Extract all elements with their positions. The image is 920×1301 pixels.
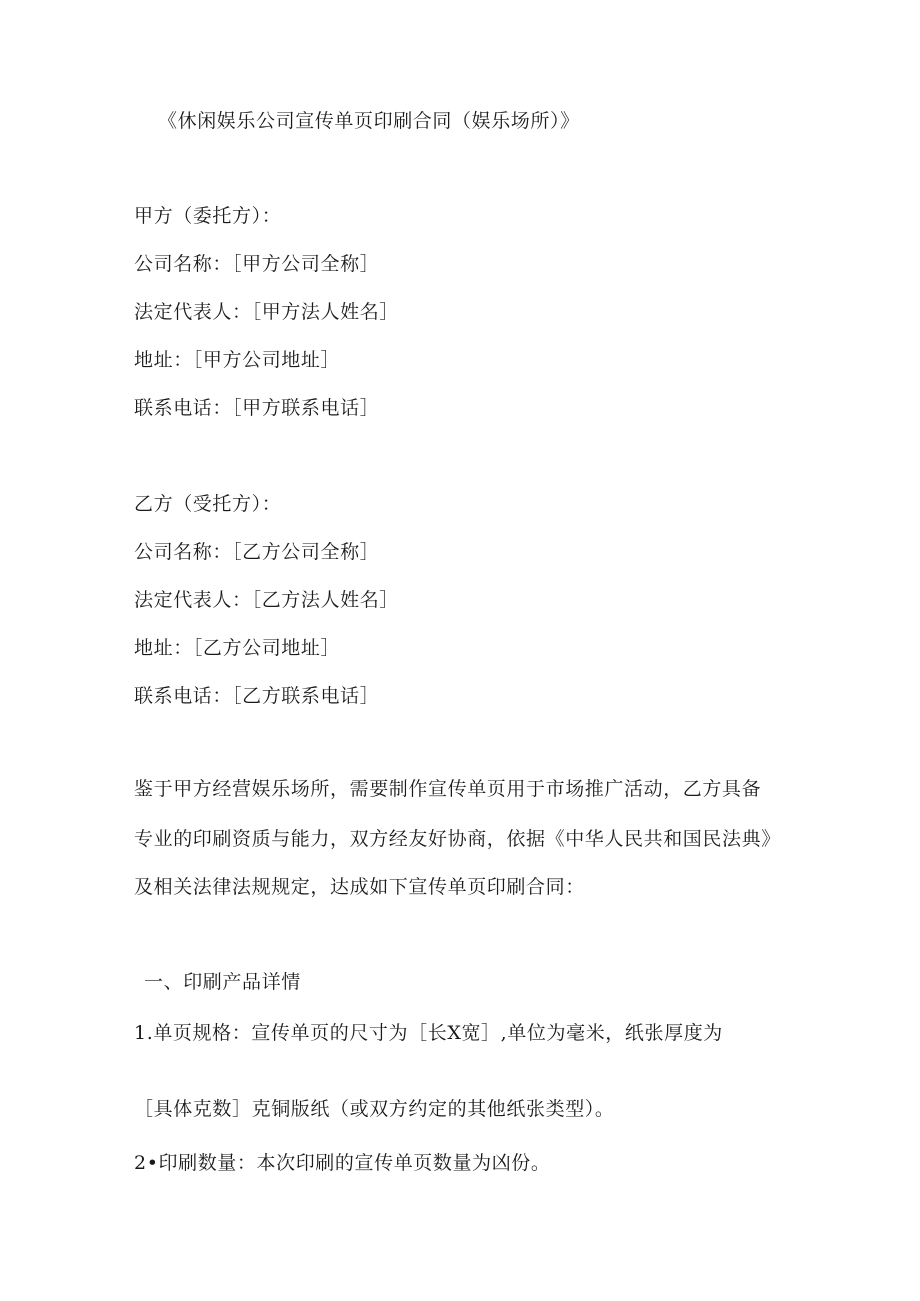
party-b-address: 地址：［乙方公司地址］ (134, 637, 341, 659)
party-b-phone: 联系电话：［乙方联系电话］ (134, 685, 380, 707)
preamble-line: 专业的印刷资质与能力，双方经友好协商，依据《中华人民共和国民法典》 (134, 828, 781, 850)
contract-title: 《休闲娱乐公司宣传单页印刷合同（娱乐场所）》 (158, 110, 580, 132)
party-a-phone: 联系电话：［甲方联系电话］ (134, 397, 380, 419)
party-b-company: 公司名称：［乙方公司全称］ (134, 541, 380, 563)
preamble-line: 及相关法律法规规定，达成如下宣传单页印刷合同： (134, 876, 585, 898)
preamble-line: 鉴于甲方经营娱乐场所，需要制作宣传单页用于市场推广活动，乙方具备 (134, 778, 762, 800)
party-b-heading: 乙方（受托方）： (134, 493, 282, 515)
party-a-heading: 甲方（委托方）： (134, 205, 282, 227)
party-a-legal-rep: 法定代表人：［甲方法人姓名］ (134, 301, 399, 323)
clause-item: 1.单页规格：宣传单页的尺寸为［长X宽］,单位为毫米，纸张厚度为 (134, 1022, 723, 1044)
party-b-legal-rep: 法定代表人：［乙方法人姓名］ (134, 589, 399, 611)
clause-item: 2•印刷数量：本次印刷的宣传单页数量为凶份。 (134, 1152, 551, 1174)
clause-item-continued: ［具体克数］克铜版纸（或双方约定的其他纸张类型）。 (134, 1098, 615, 1120)
section-heading: 一、印刷产品详情 (144, 971, 301, 993)
party-a-company: 公司名称：［甲方公司全称］ (134, 253, 380, 275)
party-a-address: 地址：［甲方公司地址］ (134, 349, 341, 371)
